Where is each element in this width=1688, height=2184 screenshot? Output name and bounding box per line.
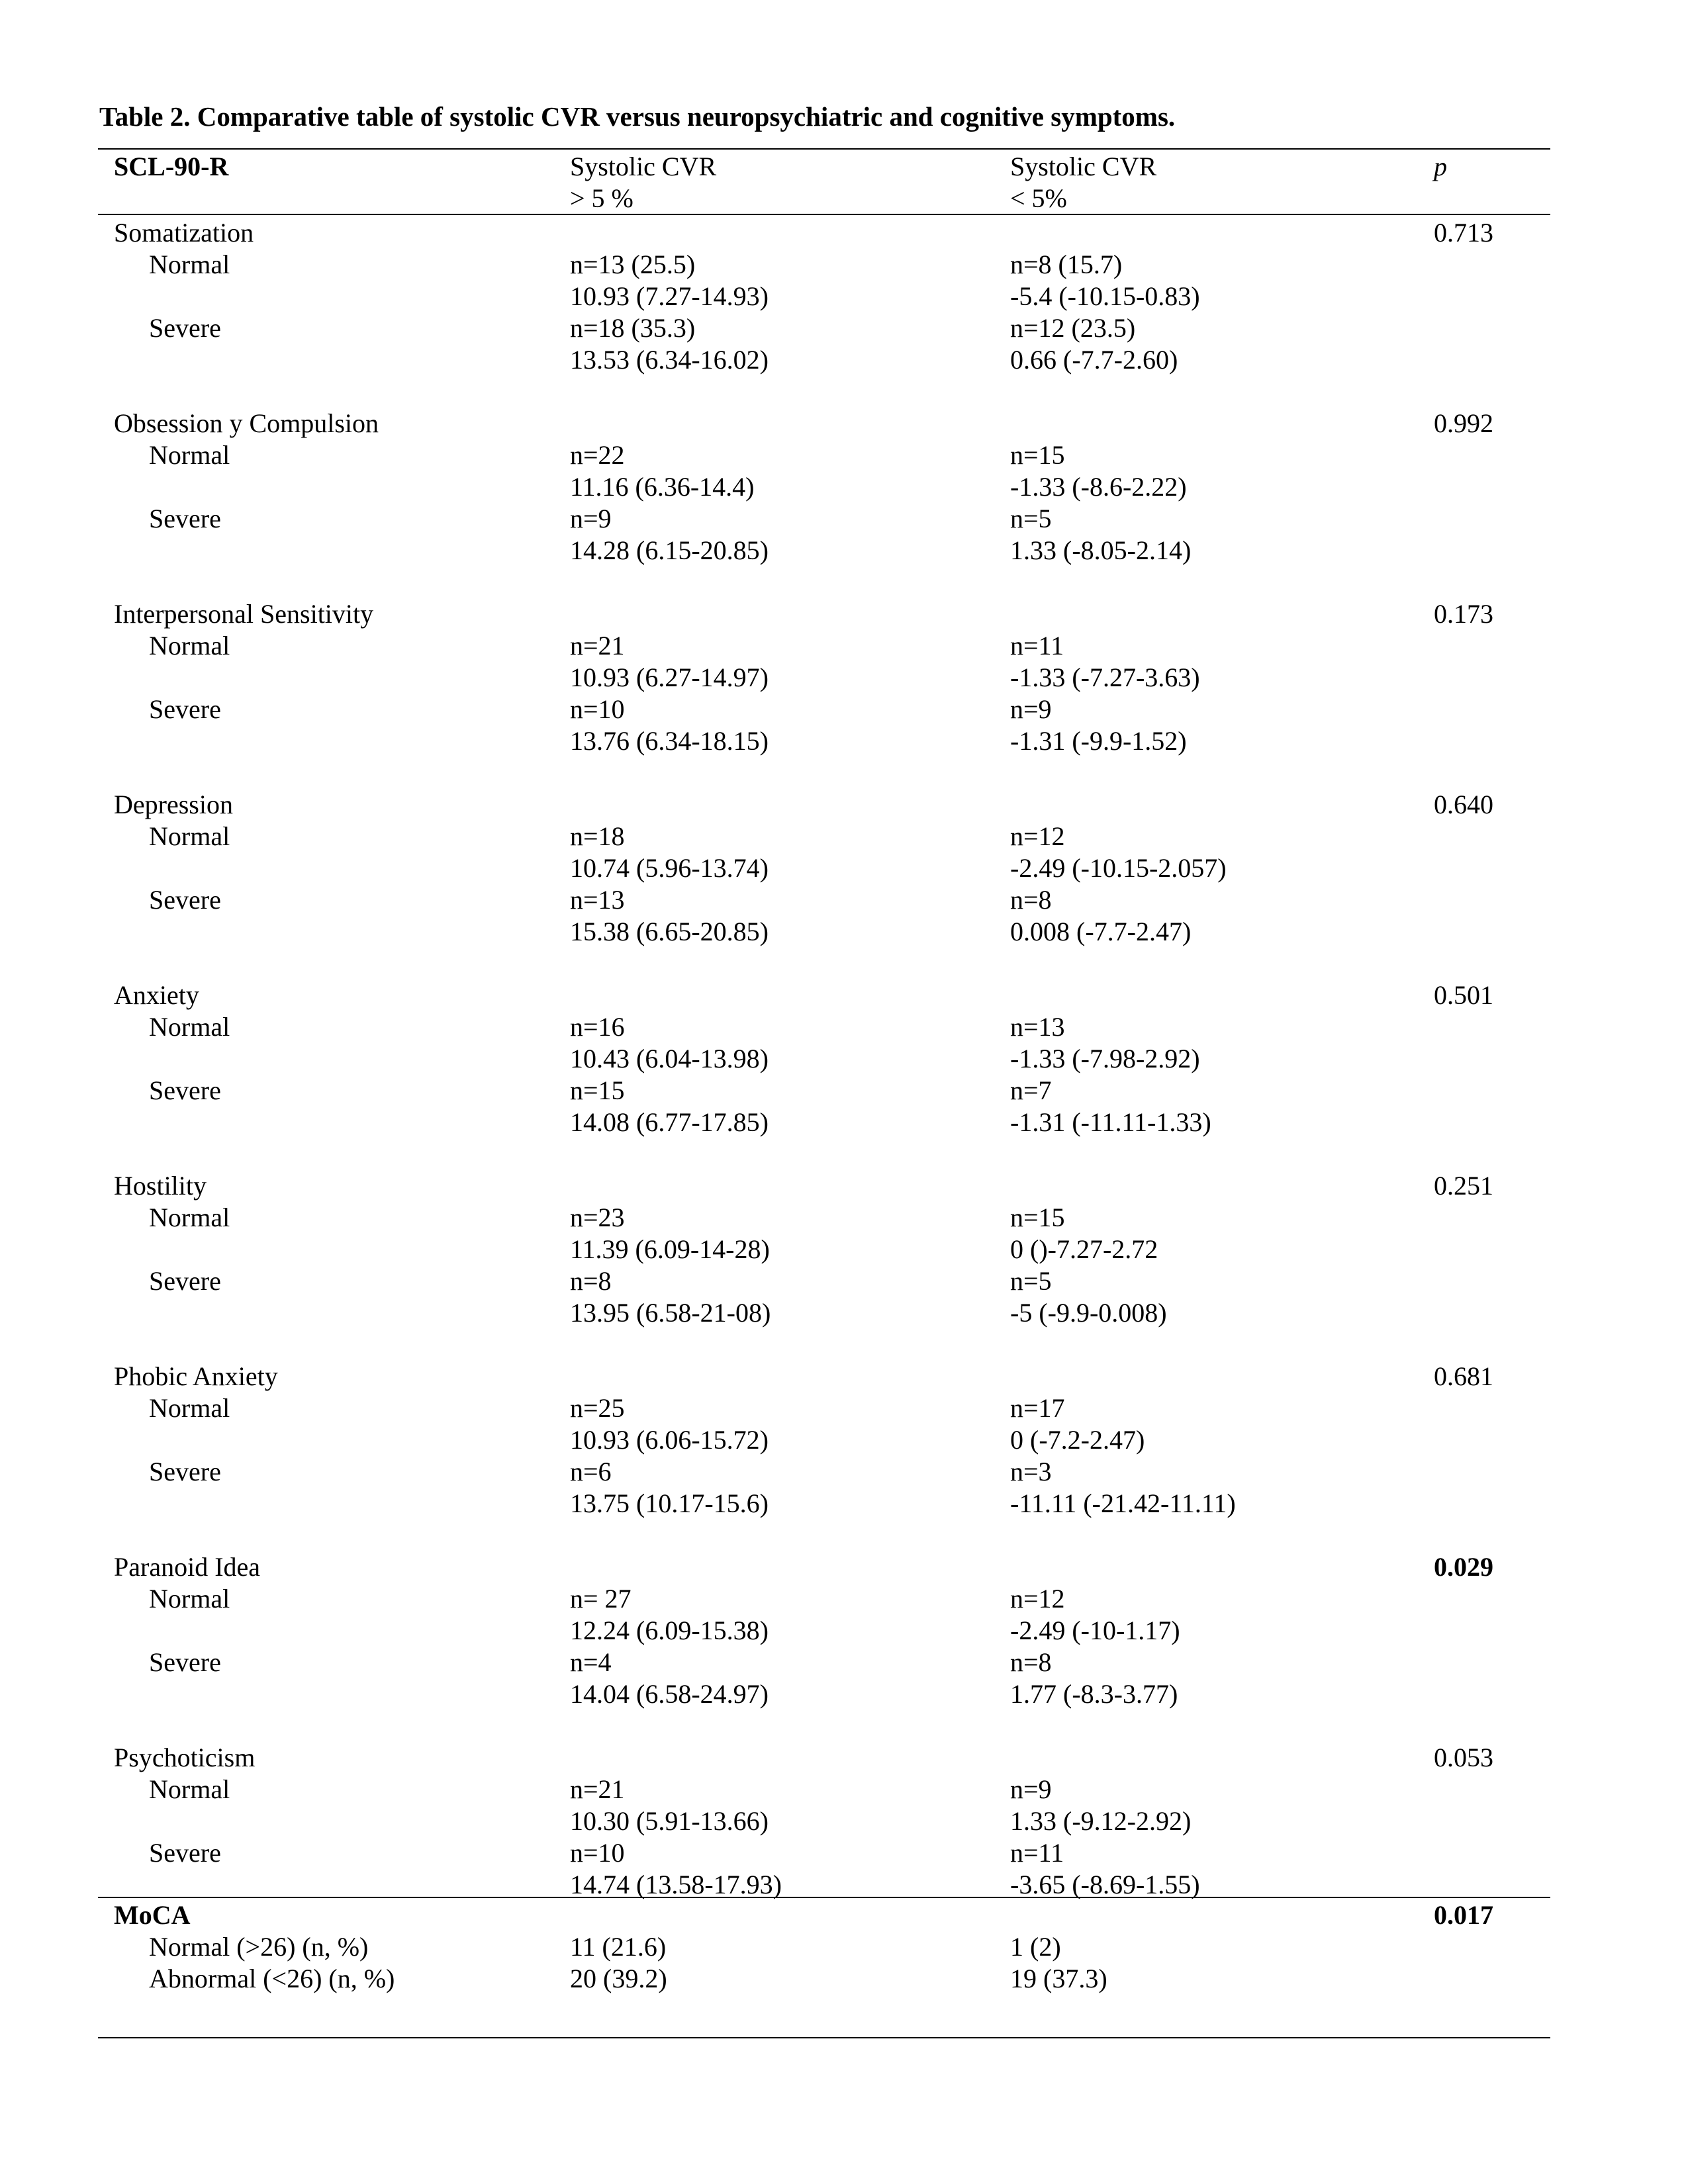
cell-cvr-above-median: 10.43 (6.04-13.98) bbox=[570, 1044, 769, 1073]
group-p-value: 0.501 bbox=[1434, 980, 1493, 1010]
row-label: Normal bbox=[149, 1393, 230, 1423]
row-label: Normal bbox=[149, 440, 230, 470]
cell-cvr-below-median: -1.31 (-9.9-1.52) bbox=[1010, 726, 1187, 756]
header-cvr-above-line1: Systolic CVR bbox=[570, 152, 717, 181]
header-cvr-above-line2: > 5 % bbox=[570, 183, 633, 213]
cell-cvr-above-median: 14.74 (13.58-17.93) bbox=[570, 1870, 782, 1899]
cell-cvr-below-median: -1.33 (-8.6-2.22) bbox=[1010, 472, 1187, 502]
header-scl90r: SCL-90-R bbox=[114, 152, 229, 181]
row-label: Severe bbox=[149, 313, 221, 343]
cell-cvr-above-n: n=18 bbox=[570, 821, 625, 851]
group-p-value: 0.713 bbox=[1434, 218, 1493, 248]
row-label: Severe bbox=[149, 885, 221, 915]
cell-cvr-above-n: n=6 bbox=[570, 1457, 612, 1486]
cell-cvr-above-n: n=13 bbox=[570, 885, 625, 915]
cell-cvr-below-median: -1.31 (-11.11-1.33) bbox=[1010, 1107, 1211, 1137]
cell-cvr-below-n: n=12 bbox=[1010, 1584, 1065, 1614]
cell-cvr-below-n: n=8 (15.7) bbox=[1010, 250, 1123, 279]
group-p-value: 0.053 bbox=[1434, 1743, 1493, 1772]
group-p-value: 0.251 bbox=[1434, 1171, 1493, 1201]
cell-cvr-above-median: 10.74 (5.96-13.74) bbox=[570, 853, 769, 883]
cell-cvr-above-n: n=10 bbox=[570, 1838, 625, 1868]
cell-cvr-below-median: 0 ()-7.27-2.72 bbox=[1010, 1234, 1158, 1264]
cell-cvr-below-median: -3.65 (-8.69-1.55) bbox=[1010, 1870, 1200, 1899]
cell-cvr-below-n: n=5 bbox=[1010, 504, 1052, 533]
cell-cvr-above-median: 14.04 (6.58-24.97) bbox=[570, 1679, 769, 1709]
row-label: Normal bbox=[149, 631, 230, 660]
cell-cvr-above-n: n= 27 bbox=[570, 1584, 632, 1614]
header-cvr-below-line2: < 5% bbox=[1010, 183, 1067, 213]
group-label: Phobic Anxiety bbox=[114, 1361, 278, 1391]
group-label: Depression bbox=[114, 790, 233, 819]
row-label: Severe bbox=[149, 1647, 221, 1677]
table-header-rule bbox=[98, 214, 1550, 215]
cell-cvr-above-n: n=15 bbox=[570, 1075, 625, 1105]
cell-cvr-above-median: 15.38 (6.65-20.85) bbox=[570, 917, 769, 946]
cell-cvr-below-n: n=15 bbox=[1010, 440, 1065, 470]
cell-cvr-above-median: 10.93 (6.27-14.97) bbox=[570, 662, 769, 692]
cell-cvr-above-median: 10.93 (7.27-14.93) bbox=[570, 281, 769, 311]
cell-cvr-below-n: n=8 bbox=[1010, 885, 1052, 915]
moca-p-value: 0.017 bbox=[1434, 1900, 1493, 1930]
cell-cvr-below-median: -1.33 (-7.98-2.92) bbox=[1010, 1044, 1200, 1073]
cell-cvr-below-median: 0 (-7.2-2.47) bbox=[1010, 1425, 1145, 1455]
cell-cvr-below-median: -5 (-9.9-0.008) bbox=[1010, 1298, 1167, 1328]
moca-row-value: 1 (2) bbox=[1010, 1932, 1061, 1962]
cell-cvr-below-n: n=9 bbox=[1010, 1774, 1052, 1804]
cell-cvr-above-n: n=21 bbox=[570, 631, 625, 660]
cell-cvr-below-median: 0.66 (-7.7-2.60) bbox=[1010, 345, 1178, 375]
row-label: Severe bbox=[149, 1457, 221, 1486]
cell-cvr-above-median: 10.30 (5.91-13.66) bbox=[570, 1806, 769, 1836]
cell-cvr-above-median: 14.28 (6.15-20.85) bbox=[570, 535, 769, 565]
group-label: Hostility bbox=[114, 1171, 207, 1201]
moca-row-label: Abnormal (<26) (n, %) bbox=[149, 1964, 395, 1993]
group-label: Paranoid Idea bbox=[114, 1552, 261, 1582]
cell-cvr-above-n: n=25 bbox=[570, 1393, 625, 1423]
header-cvr-below-line1: Systolic CVR bbox=[1010, 152, 1157, 181]
cell-cvr-above-n: n=4 bbox=[570, 1647, 612, 1677]
group-p-value: 0.173 bbox=[1434, 599, 1493, 629]
table-top-rule bbox=[98, 148, 1550, 150]
header-p: p bbox=[1434, 152, 1447, 181]
group-p-value: 0.029 bbox=[1434, 1552, 1493, 1582]
cell-cvr-below-n: n=5 bbox=[1010, 1266, 1052, 1296]
cell-cvr-below-n: n=15 bbox=[1010, 1203, 1065, 1232]
row-label: Severe bbox=[149, 1075, 221, 1105]
cell-cvr-above-n: n=18 (35.3) bbox=[570, 313, 696, 343]
cell-cvr-below-median: 0.008 (-7.7-2.47) bbox=[1010, 917, 1192, 946]
cell-cvr-below-median: -2.49 (-10.15-2.057) bbox=[1010, 853, 1227, 883]
cell-cvr-below-n: n=11 bbox=[1010, 1838, 1064, 1868]
cell-cvr-below-n: n=12 bbox=[1010, 821, 1065, 851]
cell-cvr-below-n: n=17 bbox=[1010, 1393, 1065, 1423]
row-label: Normal bbox=[149, 821, 230, 851]
table-bottom-rule bbox=[98, 2037, 1550, 2038]
cell-cvr-above-median: 11.16 (6.36-14.4) bbox=[570, 472, 755, 502]
cell-cvr-below-n: n=3 bbox=[1010, 1457, 1052, 1486]
cell-cvr-above-n: n=21 bbox=[570, 1774, 625, 1804]
cell-cvr-below-n: n=8 bbox=[1010, 1647, 1052, 1677]
row-label: Normal bbox=[149, 1774, 230, 1804]
row-label: Normal bbox=[149, 1012, 230, 1042]
moca-row-value: 20 (39.2) bbox=[570, 1964, 667, 1993]
moca-row-value: 19 (37.3) bbox=[1010, 1964, 1107, 1993]
cell-cvr-above-n: n=13 (25.5) bbox=[570, 250, 696, 279]
cell-cvr-below-median: 1.77 (-8.3-3.77) bbox=[1010, 1679, 1178, 1709]
cell-cvr-below-n: n=9 bbox=[1010, 694, 1052, 724]
row-label: Severe bbox=[149, 694, 221, 724]
group-p-value: 0.992 bbox=[1434, 408, 1493, 438]
cell-cvr-above-n: n=9 bbox=[570, 504, 612, 533]
row-label: Severe bbox=[149, 1838, 221, 1868]
cell-cvr-above-median: 11.39 (6.09-14-28) bbox=[570, 1234, 770, 1264]
cell-cvr-below-n: n=11 bbox=[1010, 631, 1064, 660]
moca-label: MoCA bbox=[114, 1900, 191, 1930]
row-label: Severe bbox=[149, 1266, 221, 1296]
group-label: Interpersonal Sensitivity bbox=[114, 599, 374, 629]
cell-cvr-above-n: n=10 bbox=[570, 694, 625, 724]
row-label: Severe bbox=[149, 504, 221, 533]
group-label: Psychoticism bbox=[114, 1743, 256, 1772]
group-p-value: 0.681 bbox=[1434, 1361, 1493, 1391]
cell-cvr-below-n: n=13 bbox=[1010, 1012, 1065, 1042]
cell-cvr-above-median: 12.24 (6.09-15.38) bbox=[570, 1615, 769, 1645]
cell-cvr-below-n: n=7 bbox=[1010, 1075, 1052, 1105]
group-p-value: 0.640 bbox=[1434, 790, 1493, 819]
row-label: Normal bbox=[149, 250, 230, 279]
cell-cvr-below-n: n=12 (23.5) bbox=[1010, 313, 1136, 343]
cell-cvr-above-median: 13.53 (6.34-16.02) bbox=[570, 345, 769, 375]
cell-cvr-above-median: 13.76 (6.34-18.15) bbox=[570, 726, 769, 756]
table-caption: Table 2. Comparative table of systolic CVR versus neuropsychiatric and cognitive symptoms. bbox=[99, 101, 1176, 132]
cell-cvr-below-median: -1.33 (-7.27-3.63) bbox=[1010, 662, 1200, 692]
moca-row-value: 11 (21.6) bbox=[570, 1932, 667, 1962]
cell-cvr-above-n: n=23 bbox=[570, 1203, 625, 1232]
cell-cvr-below-median: -2.49 (-10-1.17) bbox=[1010, 1615, 1180, 1645]
moca-section-rule bbox=[98, 1897, 1550, 1898]
group-label: Anxiety bbox=[114, 980, 199, 1010]
cell-cvr-above-n: n=16 bbox=[570, 1012, 625, 1042]
cell-cvr-above-n: n=8 bbox=[570, 1266, 612, 1296]
group-label: Obsession y Compulsion bbox=[114, 408, 379, 438]
row-label: Normal bbox=[149, 1203, 230, 1232]
cell-cvr-above-median: 10.93 (6.06-15.72) bbox=[570, 1425, 769, 1455]
row-label: Normal bbox=[149, 1584, 230, 1614]
cell-cvr-below-median: 1.33 (-9.12-2.92) bbox=[1010, 1806, 1192, 1836]
cell-cvr-above-n: n=22 bbox=[570, 440, 625, 470]
cell-cvr-above-median: 13.95 (6.58-21-08) bbox=[570, 1298, 771, 1328]
moca-row-label: Normal (>26) (n, %) bbox=[149, 1932, 369, 1962]
cell-cvr-below-median: -11.11 (-21.42-11.11) bbox=[1010, 1488, 1236, 1518]
cell-cvr-below-median: -5.4 (-10.15-0.83) bbox=[1010, 281, 1200, 311]
cell-cvr-below-median: 1.33 (-8.05-2.14) bbox=[1010, 535, 1192, 565]
cell-cvr-above-median: 14.08 (6.77-17.85) bbox=[570, 1107, 769, 1137]
group-label: Somatization bbox=[114, 218, 254, 248]
cell-cvr-above-median: 13.75 (10.17-15.6) bbox=[570, 1488, 769, 1518]
